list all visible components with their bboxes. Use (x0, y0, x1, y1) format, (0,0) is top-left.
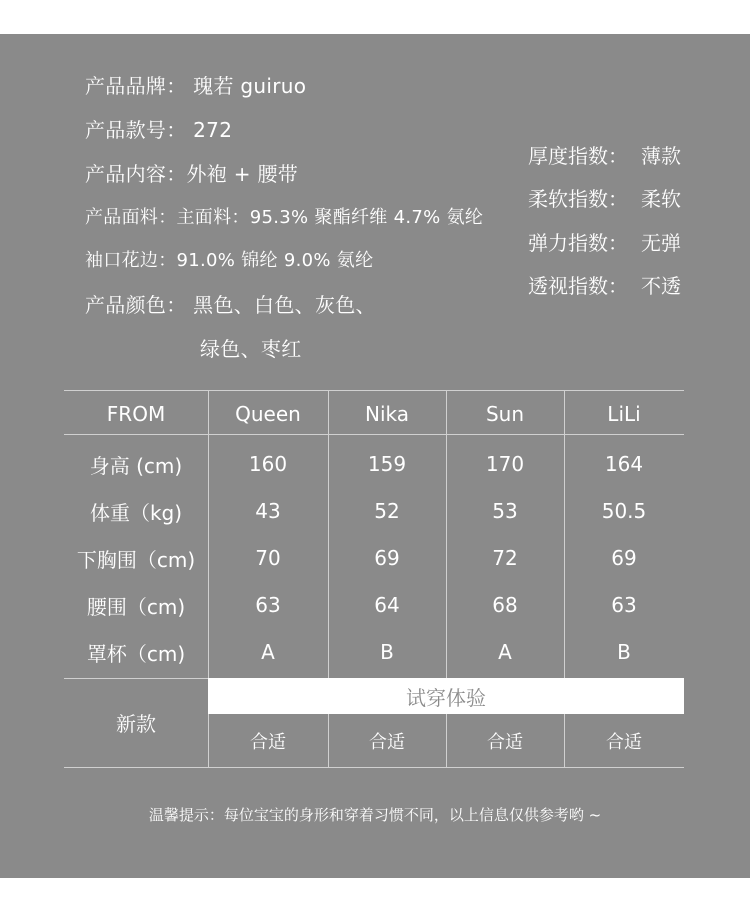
table-cell: A (498, 640, 512, 664)
fit-cell: 合适 (250, 731, 286, 753)
trial-experience-bar: 试穿体验 (208, 678, 684, 714)
header-cell: Queen (235, 402, 301, 426)
reminder-tip: 温馨提示：每位宝宝的身形和穿着习惯不同，以上信息仅供参考哟 ~ (148, 806, 602, 824)
table-cell: 50.5 (601, 499, 647, 523)
table-cell: 72 (492, 546, 518, 570)
row-label: 罩杯（cm) (86, 641, 186, 666)
table-cell: 52 (374, 499, 400, 523)
table-divider (64, 434, 684, 435)
header-cell: Sun (485, 402, 525, 426)
fit-cell: 合适 (487, 731, 523, 753)
table-cell: 164 (604, 452, 644, 476)
index-label: 弹力指数： (528, 231, 628, 255)
table-cell: A (261, 640, 275, 664)
index-label: 柔软指数： (528, 187, 628, 211)
table-cell: 69 (611, 546, 637, 570)
table-cell: 70 (255, 546, 281, 570)
size-info-panel (0, 34, 750, 878)
table-cell: B (617, 640, 631, 664)
row-label: 腰围（cm) (86, 594, 186, 619)
thickness-index (528, 140, 681, 169)
fit-cell: 合适 (606, 731, 642, 753)
model-line: 产品款号： 272 (85, 118, 233, 142)
table-cell: 170 (485, 452, 525, 476)
index-value: 薄款 (641, 144, 681, 168)
elasticity-index (528, 227, 681, 256)
table-cell: 68 (492, 593, 518, 617)
new-style-label: 新款 (116, 712, 156, 736)
table-cell: 160 (248, 452, 288, 476)
index-value: 不透 (641, 274, 681, 298)
table-cell: 63 (255, 593, 281, 617)
row-label: 体重（kg) (89, 500, 183, 525)
fit-cell: 合适 (369, 731, 405, 753)
index-value: 无弹 (641, 231, 681, 255)
content-line: 产品内容：外袍 + 腰带 (85, 162, 299, 186)
table-cell: B (380, 640, 394, 664)
index-label: 厚度指数： (528, 144, 628, 168)
brand-line: 产品品牌： 瑰若 guiruo (85, 74, 307, 98)
table-cell: 64 (374, 593, 400, 617)
header-cell: Nika (364, 402, 409, 426)
row-label: 身高 (cm) (89, 453, 183, 478)
table-cell: 53 (492, 499, 518, 523)
table-cell: 43 (255, 499, 281, 523)
header-cell: LiLi (607, 402, 641, 426)
softness-index (528, 183, 681, 212)
row-label: 下胸围（cm) (76, 547, 196, 572)
table-cell: 69 (374, 546, 400, 570)
table-cell: 63 (611, 593, 637, 617)
color-line: 产品颜色： 黑色、白色、灰色、 (85, 293, 376, 317)
fabric-line: 产品面料：主面料：95.3% 聚酯纤维 4.7% 氨纶 (85, 207, 484, 228)
header-cell: FROM (106, 402, 166, 426)
table-cell: 159 (367, 452, 407, 476)
cuff-line: 袖口花边：91.0% 锦纶 9.0% 氨纶 (85, 250, 374, 271)
index-value: 柔软 (641, 187, 681, 211)
table-divider (64, 390, 684, 391)
color-line-continued: 绿色、枣红 (200, 337, 302, 361)
table-divider (64, 767, 684, 768)
index-label: 透视指数： (528, 274, 628, 298)
transparency-index (528, 270, 681, 299)
